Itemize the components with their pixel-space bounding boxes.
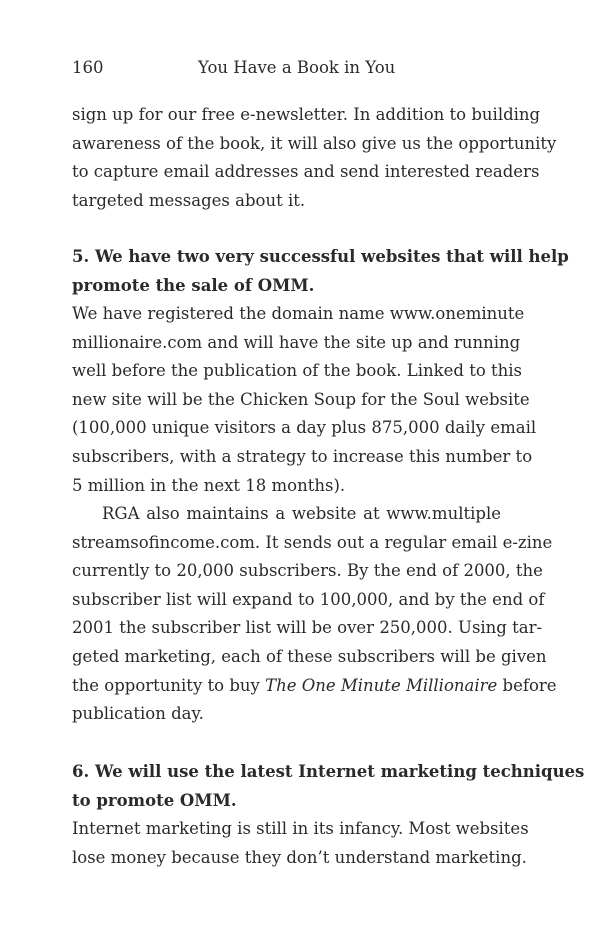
text-line: lose money because they don’t understand marketing. — [72, 847, 527, 867]
text-line: streamsofincome.com. It sends out a regular email e-zine — [72, 532, 553, 552]
section-6-heading — [72, 758, 585, 815]
text-line: We have registered the domain name www.oneminute — [72, 304, 525, 323]
text-line: subscriber list will expand to 100,000, and by the end of — [72, 589, 545, 609]
text-line: millionaire.com and will have the site up and running — [72, 332, 521, 352]
text-line: 2001 the subscriber list will be over 250,000. Using tar- — [72, 618, 543, 638]
text-line: publication day. — [72, 704, 204, 724]
text-line: (100,000 unique visitors a day plus 875,000 daily email — [72, 418, 537, 438]
section-5-paragraph-1 — [72, 300, 537, 500]
text-line: geted marketing, each of these subscribers will be given — [72, 646, 547, 666]
heading-line: 5. We have two very successful websites that will help — [72, 247, 569, 266]
text-line — [72, 672, 557, 701]
section-6-paragraph — [72, 815, 529, 872]
text-line: 5 million in the next 18 months). — [72, 475, 346, 495]
page-number: 160 — [72, 58, 104, 77]
text-line: targeted messages about it. — [72, 190, 306, 210]
heading-line: promote the sale of OMM. — [72, 275, 315, 295]
text-line: well before the publication of the book. Linked to this — [72, 361, 523, 381]
book-title: The One Minute Millionaire — [265, 675, 498, 695]
text-line: RGA also maintains a website at www.multiple — [102, 504, 501, 523]
running-title: You Have a Book in You — [198, 58, 396, 77]
running-head — [72, 55, 501, 81]
text-run: before — [497, 675, 557, 695]
text-line: new site will be the Chicken Soup for the Soul website — [72, 389, 530, 409]
text-line: sign up for our free e-newsletter. In addition to building — [72, 105, 541, 124]
text-line: to capture email addresses and send interested readers — [72, 162, 540, 182]
paragraph-continued — [72, 101, 557, 215]
text-line: subscribers, with a strategy to increase this number to — [72, 446, 533, 466]
text-line: currently to 20,000 subscribers. By the end of 2000, the — [72, 561, 543, 581]
text-line: Internet marketing is still in its infancy. Most websites — [72, 819, 529, 838]
text-line: awareness of the book, it will also give us the opportunity — [72, 133, 557, 153]
text-run: the opportunity to buy — [72, 675, 266, 695]
heading-line: to promote OMM. — [72, 790, 237, 810]
section-5-paragraph-2 — [72, 500, 557, 729]
heading-line: 6. We will use the latest Internet marketing techniques — [72, 762, 585, 781]
section-5-heading — [72, 243, 569, 300]
